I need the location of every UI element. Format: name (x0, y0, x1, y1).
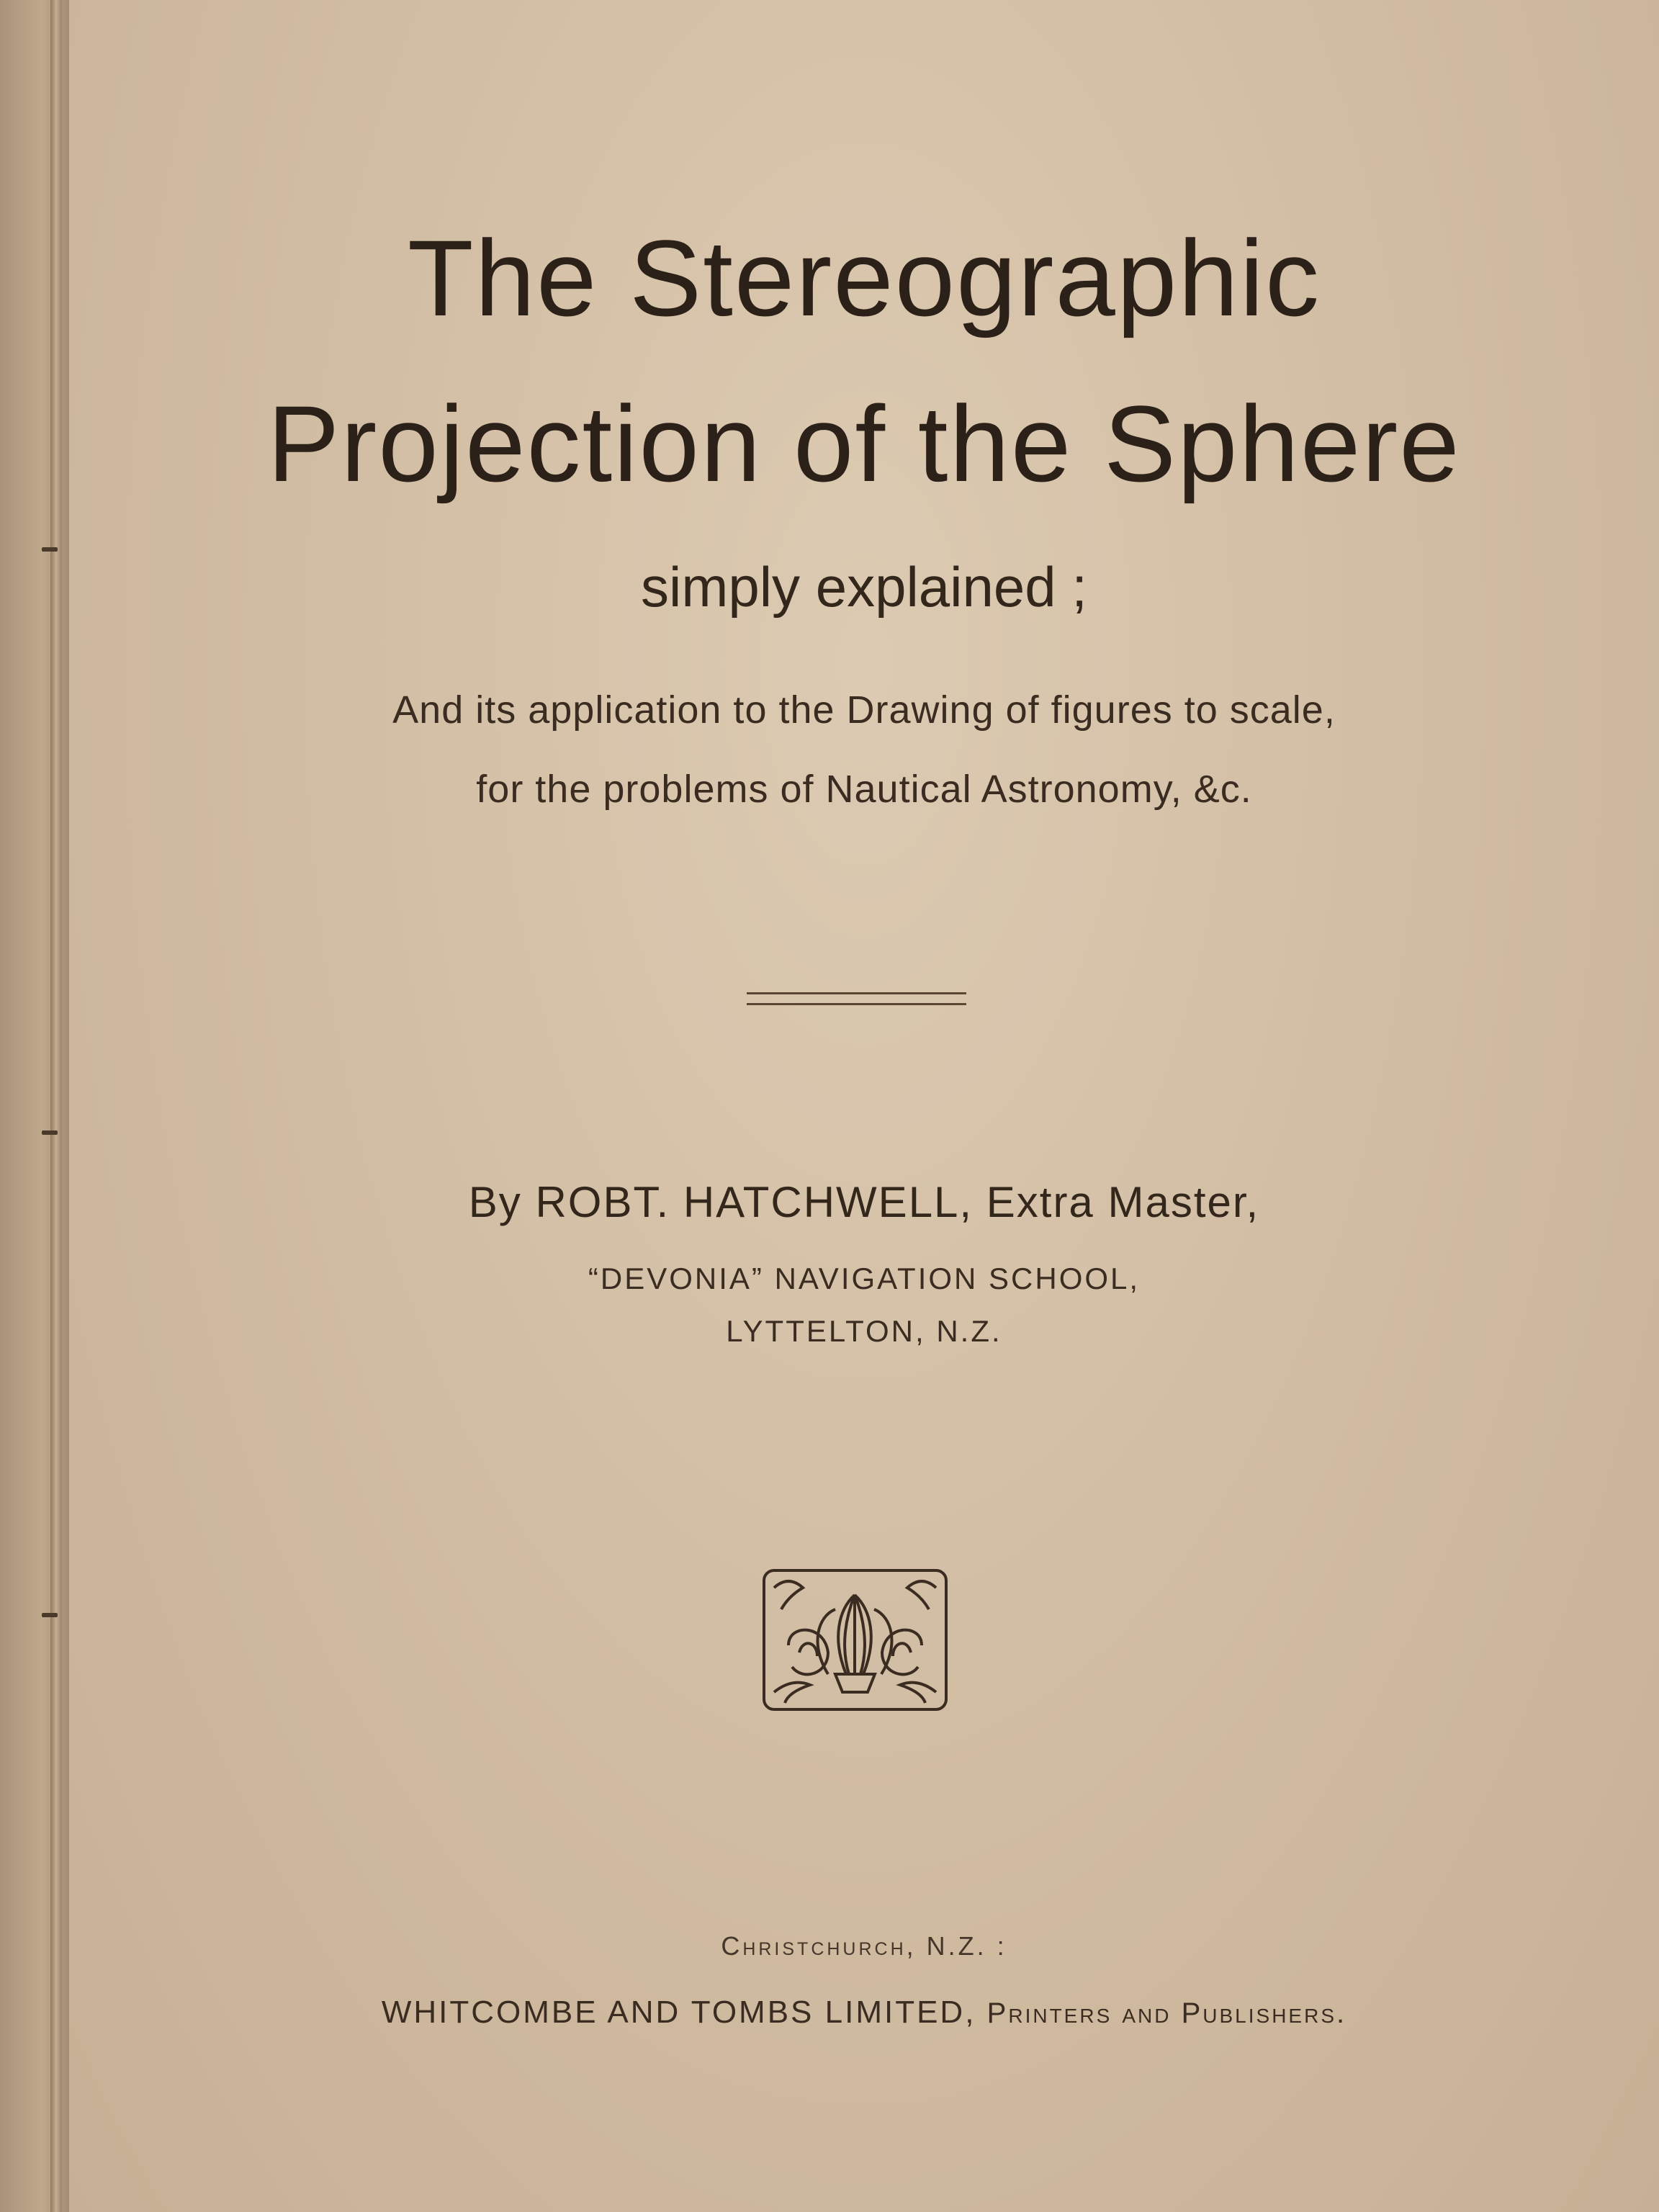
application-line-2: for the problems of Nautical Astronomy, &c. (476, 768, 1252, 811)
book-title-line-1: The Stereographic (407, 217, 1321, 338)
palmette-ornament-icon (760, 1566, 950, 1714)
binding-stitch (42, 547, 58, 552)
binding-edge (50, 0, 62, 2212)
publisher-city: Christchurch, N.Z. : (721, 1931, 1007, 1961)
application-line-1: And its application to the Drawing of figures to scale, (392, 688, 1336, 732)
double-rule-divider (747, 992, 966, 1005)
author-byline: By ROBT. HATCHWELL, Extra Master, (468, 1178, 1260, 1226)
binding-stitch (42, 1130, 58, 1135)
book-subtitle: simply explained ; (641, 555, 1087, 619)
book-title-line-2: Projection of the Sphere (267, 383, 1461, 504)
binding-stitch (42, 1613, 58, 1617)
publisher-line (69, 1995, 1659, 2031)
publisher-name: WHITCOMBE AND TOMBS LIMITED, (381, 1995, 976, 2030)
publisher-role: Printers and Publishers. (986, 1997, 1347, 2029)
author-school: “DEVONIA” NAVIGATION SCHOOL, (588, 1262, 1141, 1295)
author-town: LYTTELTON, N.Z. (726, 1314, 1002, 1348)
